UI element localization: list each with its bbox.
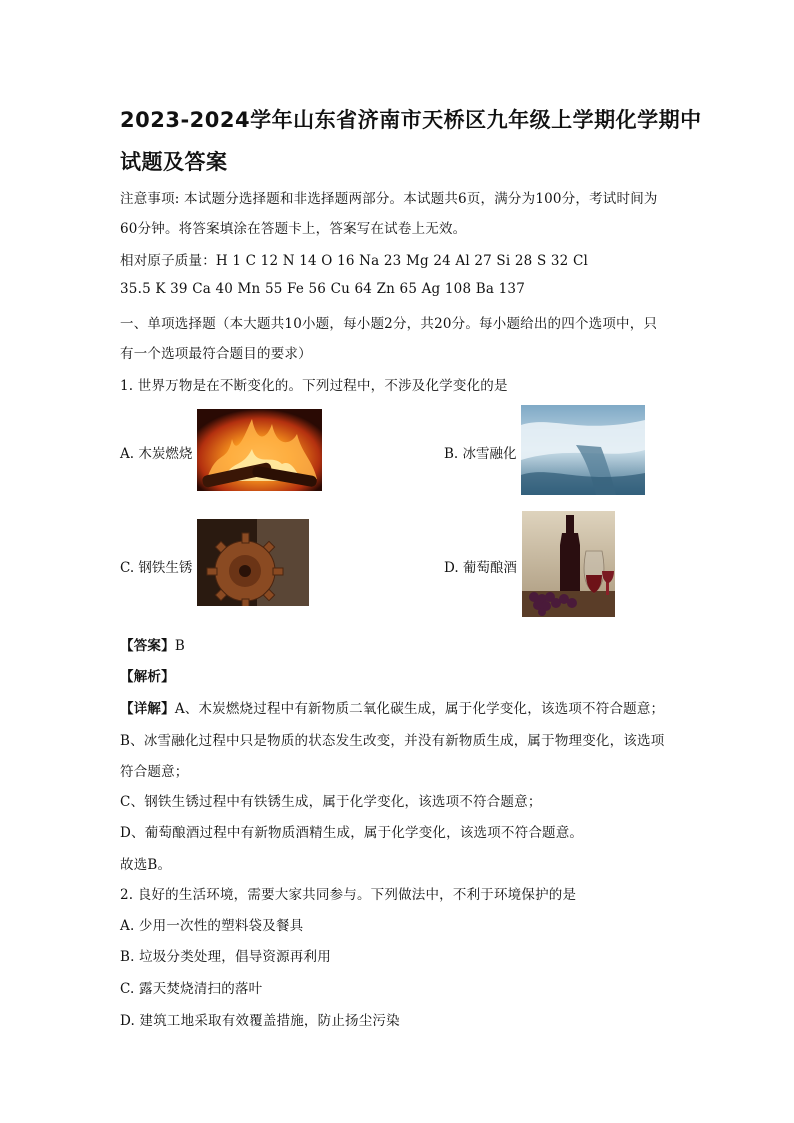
section-heading-line-1: 一、单项选择题（本大题共10小题，每小题2分，共20分。每小题给出的四个选项中，只 [120, 316, 658, 332]
question-1-option-d: D. 葡萄酿酒 [444, 560, 517, 576]
notice-line-2: 60分钟。将答案填涂在答题卡上，答案写在试卷上无效。 [120, 221, 467, 237]
page-title-line-1: 2023-2024学年山东省济南市天桥区九年级上学期化学期中 [120, 108, 702, 132]
snow-melting-image [521, 405, 645, 495]
rusty-gear-image [197, 519, 309, 606]
question-1-option-c: C. 钢铁生锈 [120, 560, 193, 576]
question-1-option-a: A. 木炭燃烧 [120, 446, 193, 462]
charcoal-burning-image [197, 409, 322, 491]
detail-line-b-1: B、冰雪融化过程中只是物质的状态发生改变，并没有新物质生成，属于物理变化，该选项 [120, 733, 665, 749]
atomic-mass-line-1: 相对原子质量：H 1 C 12 N 14 O 16 Na 23 Mg 24 Al 27 Si 28 S 32 Cl [120, 253, 588, 269]
grape-wine-image [522, 511, 615, 617]
atomic-mass-line-2: 35.5 K 39 Ca 40 Mn 55 Fe 56 Cu 64 Zn 65 Ag 108 Ba 137 [120, 281, 525, 297]
answer-value: B [174, 638, 185, 654]
detail-a-text: A、木炭燃烧过程中有新物质二氧化碳生成，属于化学变化，该选项不符合题意； [174, 701, 665, 717]
detail-line-d: D、葡萄酿酒过程中有新物质酒精生成，属于化学变化，该选项不符合题意。 [120, 825, 584, 841]
answer-tag: 【答案】 [120, 638, 175, 654]
question-2-option-c: C. 露天焚烧清扫的落叶 [120, 981, 263, 997]
detail-line-a [120, 697, 664, 717]
question-2-option-d: D. 建筑工地采取有效覆盖措施，防止扬尘污染 [120, 1013, 400, 1029]
detail-line-b-2: 符合题意； [120, 764, 189, 780]
analysis-heading [120, 665, 175, 685]
answer-line [120, 634, 185, 654]
question-1-option-b: B. 冰雪融化 [444, 446, 517, 462]
analysis-tag: 【解析】 [120, 669, 175, 685]
question-2-option-a: A. 少用一次性的塑料袋及餐具 [120, 918, 304, 934]
question-2-option-b: B. 垃圾分类处理，倡导资源再利用 [120, 949, 331, 965]
notice-line-1: 注意事项: 本试题分选择题和非选择题两部分。本试题共6页，满分为100分，考试时间为 [120, 191, 658, 207]
page-title-line-2: 试题及答案 [120, 150, 228, 174]
question-1-stem: 1. 世界万物是在不断变化的。下列过程中，不涉及化学变化的是 [120, 378, 508, 394]
detail-tag: 【详解】 [120, 701, 175, 717]
section-heading-line-2: 有一个选项最符合题目的要求） [120, 346, 312, 362]
conclusion-line: 故选B。 [120, 857, 172, 873]
detail-line-c: C、钢铁生锈过程中有铁锈生成，属于化学变化，该选项不符合题意； [120, 794, 542, 810]
question-2-stem: 2. 良好的生活环境，需要大家共同参与。下列做法中，不利于环境保护的是 [120, 887, 577, 903]
